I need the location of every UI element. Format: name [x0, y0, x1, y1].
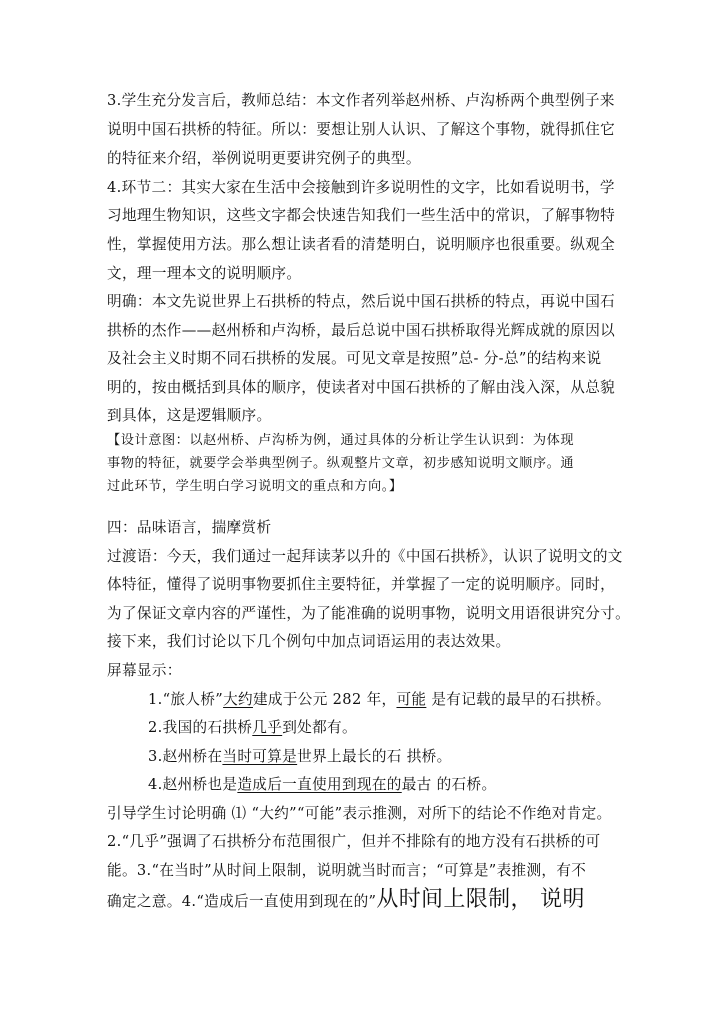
large-text-segment: 从时间上限制， 说明 [376, 887, 585, 912]
text-line: 性，掌握使用方法。那么想让读者看的清楚明白，说明顺序也很重要。纵观全 [107, 236, 616, 253]
text-line: 接下来，我们讨论以下几个例句中加点词语运用的表达效果。 [107, 633, 511, 650]
text-line: 的特征来介绍，举例说明更要讲究例子的典型。 [107, 150, 421, 167]
text-line: 引导学生讨论明确 ⑴ “大约”“可能”表示推测，对所下的结论不作绝对肯定。 [107, 805, 612, 822]
underlined-word: 造成后一直使用到现在的 [237, 776, 402, 793]
design-intent-line: 事物的特征，就要学会举典型例子。纵观整片文章，初步感知说明文顺序。通 [107, 456, 575, 471]
underlined-word: 几乎 [252, 719, 283, 736]
example-text: 建成于公元 282 年， [252, 691, 397, 708]
example-text: 最古 的石桥。 [401, 776, 497, 793]
underlined-word: 可能 [396, 691, 427, 708]
section-heading: 四：品味语言，揣摩赏析 [107, 519, 272, 536]
text-line: 说明中国石拱桥的特征。所以：要想让别人认识、了解这个事物，就得抓住它 [107, 121, 616, 138]
text-line: 4.环节二：其实大家在生活中会接触到许多说明性的文字，比如看说明书，学 [107, 179, 615, 196]
design-intent-line: 【设计意图：以赵州桥、卢沟桥为例，通过具体的分析让学生认识到：为体现 [107, 433, 575, 448]
example-sentence [148, 747, 668, 767]
example-sentence [148, 718, 668, 738]
text-line: 文，理一理本文的说明顺序。 [107, 265, 302, 282]
underlined-word: 当时可算是 [222, 748, 298, 765]
text-line: 明的，按由概括到具体的顺序，使读者对中国石拱桥的了解由浅入深，从总貌 [107, 379, 616, 396]
text-line: 习地理生物知识，这些文字都会快速告知我们一些生活中的常识，了解事物特 [107, 207, 616, 224]
text-line: 明确：本文先说世界上石拱桥的特点，然后说中国石拱桥的特点，再说中国石 [107, 293, 616, 310]
text-line: 2.“几乎”强调了石拱桥分布范围很广，但并不排除有的地方没有石拱桥的可 [107, 833, 601, 850]
example-text: 2.我国的石拱桥 [148, 719, 253, 736]
text-line: 为了保证文章内容的严谨性，为了能准确的说明事物，说明文用语很讲究分寸。 [107, 605, 631, 622]
text-line: 及社会主义时期不同石拱桥的发展。可见文章是按照”总- 分-总”的结构来说 [107, 350, 602, 367]
underlined-word: 大约 [223, 691, 253, 708]
example-text: 4.赵州桥也是 [148, 776, 238, 793]
example-text: 3.赵州桥在 [148, 748, 223, 765]
text-line: 体特征，懂得了说明事物要抓住主要特征，并掌握了一定的说明顺序。同时， [107, 576, 616, 593]
example-text: 1.“旅人桥” [148, 691, 224, 708]
text-line: 能。3.“在当时”从时间上限制，说明就当时而言；“可算是”表推测，有不 [107, 862, 587, 879]
text-line [107, 886, 627, 914]
text-line: 到具体，这是逻辑顺序。 [107, 407, 272, 424]
example-sentence [148, 690, 668, 710]
example-sentence [148, 775, 668, 795]
text-line: 拱桥的杰作——赵州桥和卢沟桥，最后总说中国石拱桥取得光辉成就的原因以 [107, 322, 616, 339]
example-text: 到处都有。 [282, 719, 357, 736]
text-segment: 确定之意。4.“造成后一直使用到现在的” [107, 893, 377, 910]
text-line: 3.学生充分发言后，教师总结：本文作者列举赵州桥、卢沟桥两个典型例子来 [107, 92, 615, 109]
example-text: 世界上最长的石 拱桥。 [297, 748, 452, 765]
design-intent-line: 过此环节，学生明白学习说明文的重点和方向。】 [107, 479, 403, 494]
text-line: 过渡语：今天，我们通过一起拜读茅以升的《中国石拱桥》，认识了说明文的文 [107, 548, 623, 565]
screen-label: 屏幕显示： [107, 662, 182, 679]
example-text: 是有记载的最早的石拱桥。 [426, 691, 611, 708]
